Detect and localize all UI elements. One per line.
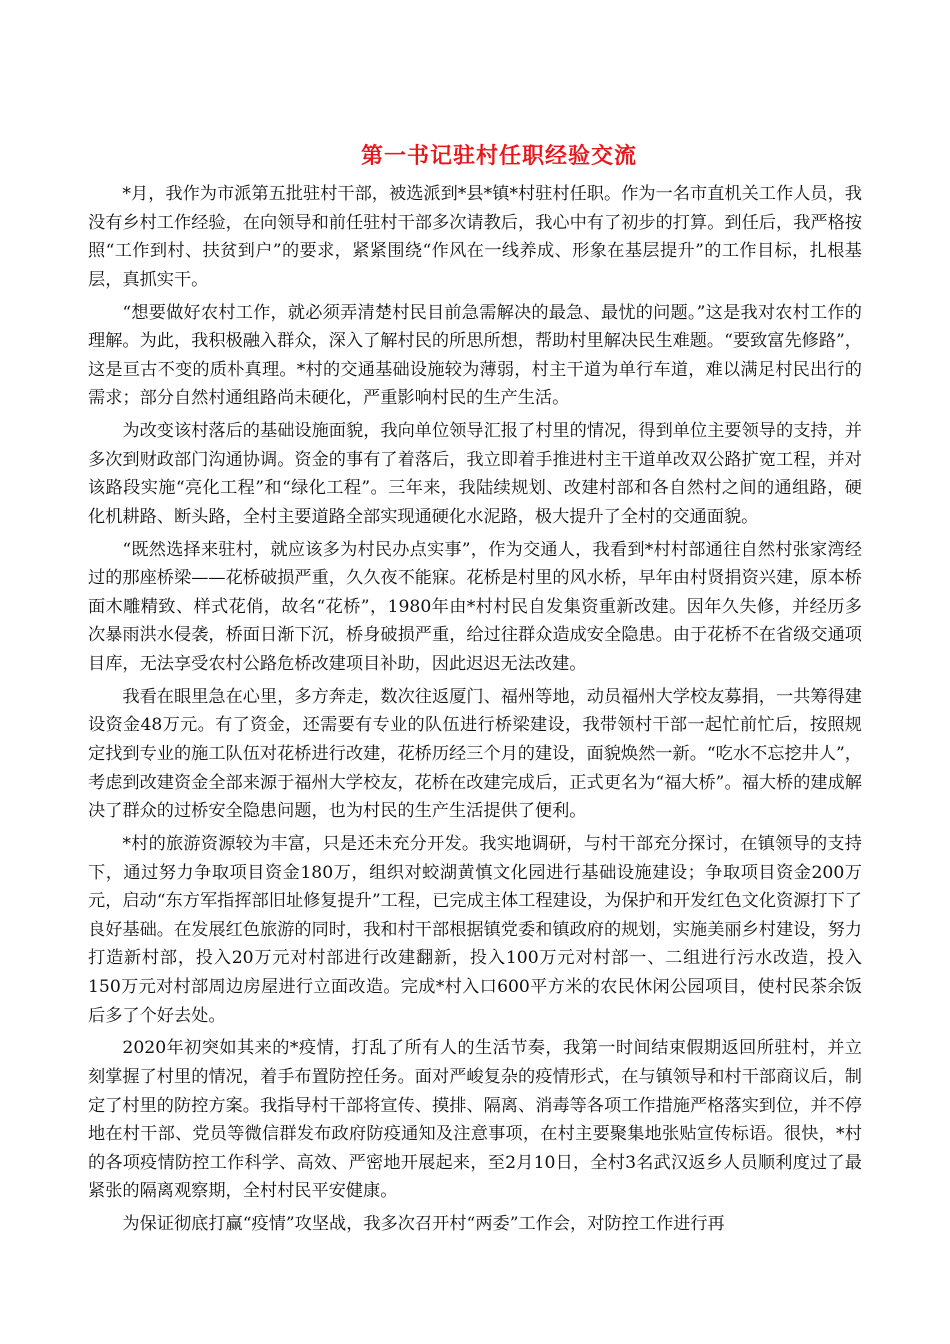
paragraph: *月，我作为市派第五批驻村干部，被选派到*县*镇*村驻村任职。作为一名市直机关工作人员，我没有乡村工作经验，在向领导和前任驻村干部多次请教后，我心中有了初步的打算。到任后，我严格按照“工作到村、扶贫到户”的要求，紧紧围绕“作风在一线养成、形象在基层提升”的工作目标，扎根基层，真抓实干。 <box>88 184 862 290</box>
paragraph: 我看在眼里急在心里，多方奔走，数次往返厦门、福州等地，动员福州大学校友募捐，一共筹得建设资金48万元。有了资金，还需要有专业的队伍进行桥梁建设，我带领村干部一起忙前忙后，按照规定找到专业的施工队伍对花桥进行改建，花桥历经三个月的建设，面貌焕然一新。“吃水不忘挖井人”，考虑到改建资金全部来源于福州大学校友，花桥在改建完成后，正式更名为“福大桥”。福大桥的建成解决了群众的过桥安全隐患问题，也为村民的生产生活提供了便利。 <box>88 686 862 822</box>
paragraph: 为改变该村落后的基础设施面貌，我向单位领导汇报了村里的情况，得到单位主要领导的支持，并多次到财政部门沟通协调。资金的事有了着落后，我立即着手推进村主干道单改双公路扩宽工程，并对该路段实施“亮化工程”和“绿化工程”。三年来，我陆续规划、改建村部和各自然村之间的通组路，硬化机耕路、断头路，全村主要道路全部实现通硬化水泥路，极大提升了全村的交通面貌。 <box>88 421 862 527</box>
paragraph: *村的旅游资源较为丰富，只是还未充分开发。我实地调研，与村干部充分探讨，在镇领导的支持下，通过努力争取项目资金180万，组织对蛟湖黄慎文化园进行基础设施建设；争取项目资金200万元，启动“东方军指挥部旧址修复提升”工程，已完成主体工程建设，为保护和开发红色文化资源打下了良好基础。在发展红色旅游的同时，我和村干部根据镇党委和镇政府的规划，实施美丽乡村建设，努力打造新村部，投入20万元对村部进行改建翻新，投入100万元对村部一、二组进行污水改造，投入150万元对村部周边房屋进行立面改造。完成*村入口600平方米的农民休闲公园项目，使村民茶余饭后多了个好去处。 <box>88 834 862 1026</box>
paragraph: 为保证彻底打赢“疫情”攻坚战，我多次召开村“两委”工作会，对防控工作进行再 <box>122 1214 725 1235</box>
paragraph: “想要做好农村工作，就必须弄清楚村民目前急需解决的最急、最忧的问题。”这是我对农村工作的理解。为此，我积极融入群众，深入了解村民的所思所想，帮助村里解决民生难题。“要致富先修路”，这是亘古不变的质朴真理。*村的交通基础设施较为薄弱，村主干道为单行车道，难以满足村民出行的需求；部分自然村通组路尚未硬化，严重影响村民的生产生活。 <box>88 302 862 409</box>
document-body <box>88 180 862 1239</box>
paragraph: 2020年初突如其来的*疫情，打乱了所有人的生活节奏，我第一时间结束假期返回所驻村，并立刻掌握了村里的情况，着手布置防控任务。面对严峻复杂的疫情形式，在与镇领导和村干部商议后，制定了村里的防控方案。我指导村干部将宣传、摸排、隔离、消毒等各项工作措施严格落实到位，并不停地在村干部、党员等微信群发布政府防疫通知及注意事项，在村主要聚集地张贴宣传标语。很快，*村的各项疫情防控工作科学、高效、严密地开展起来，至2月10日，全村3名武汉返乡人员顺利度过了最紧张的隔离观察期，全村村民平安健康。 <box>88 1038 862 1202</box>
document-title: 第一书记驻村任职经验交流 <box>360 143 637 169</box>
paragraph: “既然选择来驻村，就应该多为村民办点实事”，作为交通人，我看到*村村部通往自然村张家湾经过的那座桥梁——花桥破损严重，久久夜不能寐。花桥是村里的风水桥，早年由村贤捐资兴建，原本桥面木雕精致、样式花俏，故名“花桥”，1980年由*村村民自发集资重新改建。因年久失修，并经历多次暴雨洪水侵袭，桥面日渐下沉，桥身破损严重，给过往群众造成安全隐患。由于花桥不在省级交通项目库，无法享受农村公路危桥改建项目补助，因此迟迟无法改建。 <box>88 539 862 675</box>
